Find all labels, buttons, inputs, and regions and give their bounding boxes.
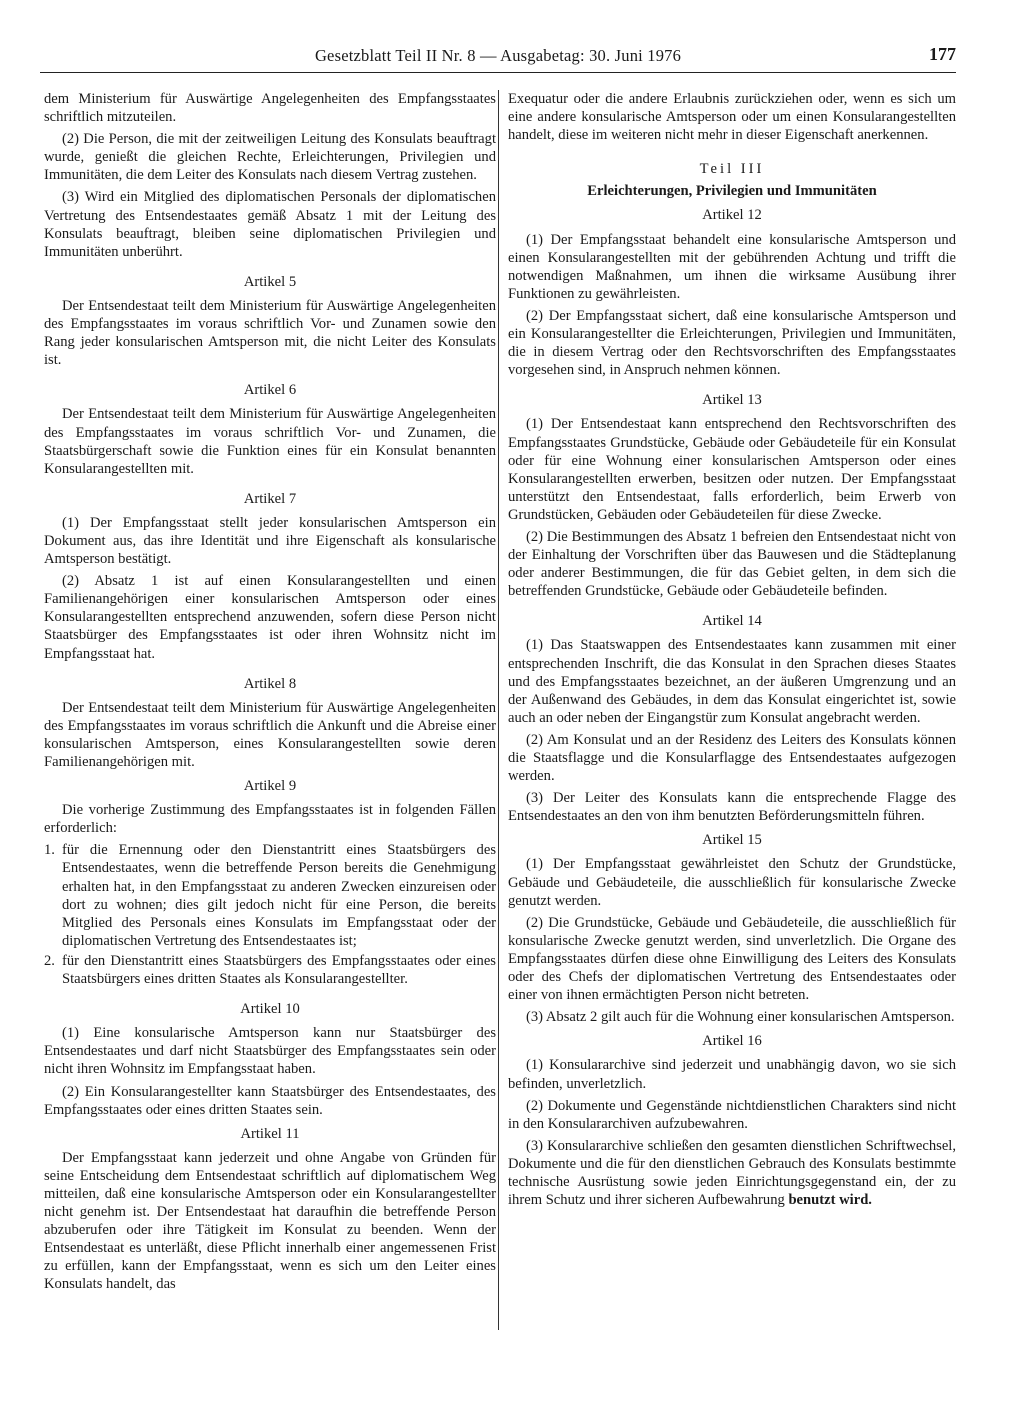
- left-column: [44, 90, 496, 1298]
- article-heading: Artikel 5: [243, 273, 297, 290]
- part-subtitle: Erleichterungen, Privilegien und Immunitäten: [587, 183, 877, 200]
- paragraph: dem Ministerium für Auswärtige Angelegenheiten des Empfangsstaates schriftlich mitzuteilen.: [44, 91, 496, 126]
- paragraph: (1) Der Empfangsstaat stellt jeder konsularischen Amtsperson ein Dokument aus, das ihre Identität und ihre Eigenschaft als konsularische Amtsperson bestätigt.: [44, 514, 496, 568]
- paragraph: (2) Dokumente und Gegenstände nichtdienstlichen Charakters sind nicht in den Konsulararchiven aufzubewahren.: [508, 1097, 956, 1132]
- paragraph: (3) Der Leiter des Konsulats kann die entsprechende Flagge des Entsendestaates an den von ihm benutzten Beförderungsmitteln führen.: [508, 790, 956, 825]
- article-heading: Artikel 16: [702, 1033, 762, 1050]
- column-divider: [498, 90, 499, 1330]
- paragraph: (1) Eine konsularische Amtsperson kann nur Staatsbürger des Entsendestaates und darf nicht Staatsbürger des Empfangsstaates sein oder nicht ihren Wohnsitz im Empfangsstaat haben.: [44, 1025, 496, 1078]
- paragraph: (1) Der Empfangsstaat gewährleistet den Schutz der Grundstücke, Gebäude und Gebäudeteile, die ausschließlich für konsularische Zwecke genutzt werden.: [508, 856, 956, 909]
- list-item-text: für den Dienstantritt eines Staatsbürgers des Empfangsstaates oder eines Staatsbürgers eines dritten Staates als Konsularangestellter.: [62, 952, 496, 988]
- article-heading: Artikel 14: [702, 613, 762, 630]
- paragraph-bold-tail: benutzt wird.: [784, 1192, 872, 1209]
- paragraph: Der Entsendestaat teilt dem Ministerium für Auswärtige Angelegenheiten des Empfangsstaates im voraus schriftlich die Ankunft und die Abreise einer konsularischen Amtsperson, eines Konsularangestellten sowie deren Familienangehörigen mit.: [44, 699, 496, 770]
- article-heading: Artikel 15: [702, 832, 762, 849]
- paragraph: (2) Ein Konsularangestellter kann Staatsbürger des Entsendestaates, des Empfangsstaates oder eines dritten Staates sein.: [44, 1083, 496, 1118]
- article-heading: Artikel 12: [702, 207, 762, 224]
- paragraph: (1) Der Empfangsstaat behandelt eine konsularische Amtsperson und einen Konsularangestellten mit der gebührenden Achtung und trifft die notwendigen Maßnahmen, um ihnen die wirksame Ausübung ihrer Funktionen zu gewährleisten.: [508, 231, 956, 302]
- paragraph: Der Entsendestaat teilt dem Ministerium für Auswärtige Angelegenheiten des Empfangsstaates im voraus schriftlich Vor- und Zunamen sowie den Rang jeder konsularischen Amtsperson mit, die nicht Leiter des Konsulats ist.: [44, 297, 496, 369]
- page-header: [40, 42, 956, 73]
- page-number: 177: [929, 44, 956, 64]
- paragraph-text: (3) Konsulararchive schließen den gesamten dienstlichen Schriftwechsel, Dokumente und die für den dienstlichen Gebrauch des Konsulats bestimmte technische Ausrüstung sowie jeden Einrichtungsgegenstand ein, der zu ihrem Schutz und ihrer sicheren Aufbewahrung: [508, 1137, 956, 1209]
- paragraph: [508, 1137, 956, 1209]
- paragraph: (2) Die Bestimmungen des Absatz 1 befreien den Entsendestaat nicht von der Einhaltung der Vorschriften über das Bauwesen und die Städteplanung oder anderer Bestimmungen, die für das Gebiet gelten, in dem sich die betreffenden Grundstücke, Gebäude oder Gebäudeteile befinden.: [508, 528, 956, 600]
- paragraph: (2) Die Person, die mit der zeitweiligen Leitung des Konsulats beauftragt wurde, genießt die gleichen Rechte, Erleichterungen, Privilegien und Immunitäten, die dem Leiter des Konsulats nach diesem Vertrag zustehen.: [44, 131, 496, 184]
- article-heading: Artikel 9: [243, 778, 297, 795]
- article-heading: Artikel 7: [243, 490, 297, 507]
- paragraph: (1) Das Staatswappen des Entsendestaates kann zusammen mit einer entsprechenden Inschrift, die das Konsulat in den Sprachen dieses Staates und des Empfangsstaates bezeichnet, an der äußeren Umgrenzung und an der Außenwand des Gebäudes, in dem das Konsulat eingerichtet ist, sowie auch an oder neben der Eingangstür zum Konsulat angebracht werden.: [508, 637, 956, 726]
- paragraph: (3) Absatz 2 gilt auch für die Wohnung einer konsularischen Amtsperson.: [526, 1009, 955, 1026]
- article-heading: Artikel 11: [240, 1125, 300, 1142]
- list-item-number: 2.: [44, 952, 55, 969]
- paragraph: (2) Absatz 1 ist auf einen Konsularangestellten und einen Familienangehörigen einer konsularischen Amtsperson oder eines Konsularangestellten entsprechend anzuwenden, sofern diese Person nicht Staatsbürger des Empfangsstaates ist oder ihren Wohnsitz nicht im Empfangsstaat hat.: [44, 573, 496, 662]
- paragraph: (2) Am Konsulat und an der Residenz des Leiters des Konsulats können die Staatsflagge und die Konsularflagge des Entsendestaates aufgezogen werden.: [508, 731, 956, 785]
- paragraph: Die vorherige Zustimmung des Empfangsstaates ist in folgenden Fällen erforderlich:: [44, 802, 496, 837]
- list-item: [44, 841, 496, 950]
- list-item-number: 1.: [44, 842, 55, 859]
- paragraph: Exequatur oder die andere Erlaubnis zurückziehen oder, wenn es sich um eine andere konsularische Amtsperson oder um einen Konsularangestellten handelt, diese im weiteren nicht mehr in dieser Eigenschaft anerkennen.: [508, 91, 956, 144]
- article-heading: Artikel 13: [702, 392, 762, 409]
- article-heading: Artikel 6: [243, 382, 297, 399]
- right-column: [508, 90, 956, 1213]
- part-heading: Teil III: [699, 161, 765, 178]
- article-heading: Artikel 8: [243, 675, 297, 692]
- paragraph: (3) Wird ein Mitglied des diplomatischen Personals der diplomatischen Vertretung des Entsendestaates gemäß Absatz 1 mit der Leitung des Konsulats beauftragt, bleiben seine diplomatischen Privilegien und Immunitäten unberührt.: [44, 189, 496, 260]
- paragraph: (2) Die Grundstücke, Gebäude und Gebäudeteile, die ausschließlich für konsularische Zwecke genutzt werden, sind unverletzlich. Die Organe des Empfangsstaates dürfen diese ohne Einwilligung des Leiters des Konsulats oder des Chefs der diplomatischen Vertretung des Entsendestaates oder einer von ihnen ermächtigten Person nicht betreten.: [508, 914, 956, 1004]
- page-header-title: Gesetzblatt Teil II Nr. 8 — Ausgabetag: 30. Juni 1976: [314, 46, 682, 65]
- numbered-list: [44, 841, 496, 988]
- article-heading: Artikel 10: [240, 1001, 300, 1018]
- paragraph: Der Entsendestaat teilt dem Ministerium für Auswärtige Angelegenheiten des Empfangsstaates im voraus schriftlich Vor- und Zunamen, die Staatsbürgerschaft sowie die Funktion eines für ein Konsulat benannten Konsularangestellten mit.: [44, 406, 496, 477]
- paragraph: Der Empfangsstaat kann jederzeit und ohne Angabe von Gründen für seine Entscheidung dem Entsendestaat schriftlich auf diplomatischem Weg mitteilen, daß eine konsularische Amtsperson oder ein Konsularangestellter nicht genehm ist. Der Entsendestaat hat daraufhin die betreffende Person abzuberufen oder ihre Tätigkeit im Konsulat zu beenden. Wenn der Entsendestaat es unterläßt, diese Pflicht innerhalb einer angemessenen Frist zu erfüllen, kann der Empfangsstaat, wenn es sich um den Leiter eines Konsulats handelt, das: [44, 1149, 496, 1293]
- list-item-text: für die Ernennung oder den Dienstantritt eines Staatsbürgers des Entsendestaates, wenn die betreffende Person bereits die Genehmigung erhalten hat, in den Empfangsstaat zu anderen Zwecken einzureisen oder dort zu wohnen; dies gilt jedoch nicht für eine Person, die bereits Mitglied des Personals eines Konsulats im Empfangsstaat oder der diplomatischen Vertretung des Entsendestaates ist;: [62, 842, 496, 949]
- list-item: [44, 952, 496, 988]
- paragraph: (1) Der Entsendestaat kann entsprechend den Rechtsvorschriften des Empfangsstaates Grundstücke, Gebäude oder Gebäudeteile für ein Konsulat oder für eine Wohnung einer konsularischen Amtsperson oder eines Konsularangestellten erwerben, besitzen oder nutzen. Der Empfangsstaat unterstützt den Entsendestaat, falls erforderlich, beim Erwerb von Grundstücken, Gebäuden oder Gebäudeteilen für diese Zwecke.: [508, 416, 956, 523]
- paragraph: (1) Konsulararchive sind jederzeit und unabhängig davon, wo sie sich befinden, unverletzlich.: [508, 1057, 956, 1092]
- paragraph: (2) Der Empfangsstaat sichert, daß eine konsularische Amtsperson und ein Konsularangestellter die Erleichterungen, Privilegien und Immunitäten, die in diesem Vertrag oder den Rechtsvorschriften des Empfangsstaates vorgesehen sind, in Anspruch nehmen können.: [508, 307, 956, 379]
